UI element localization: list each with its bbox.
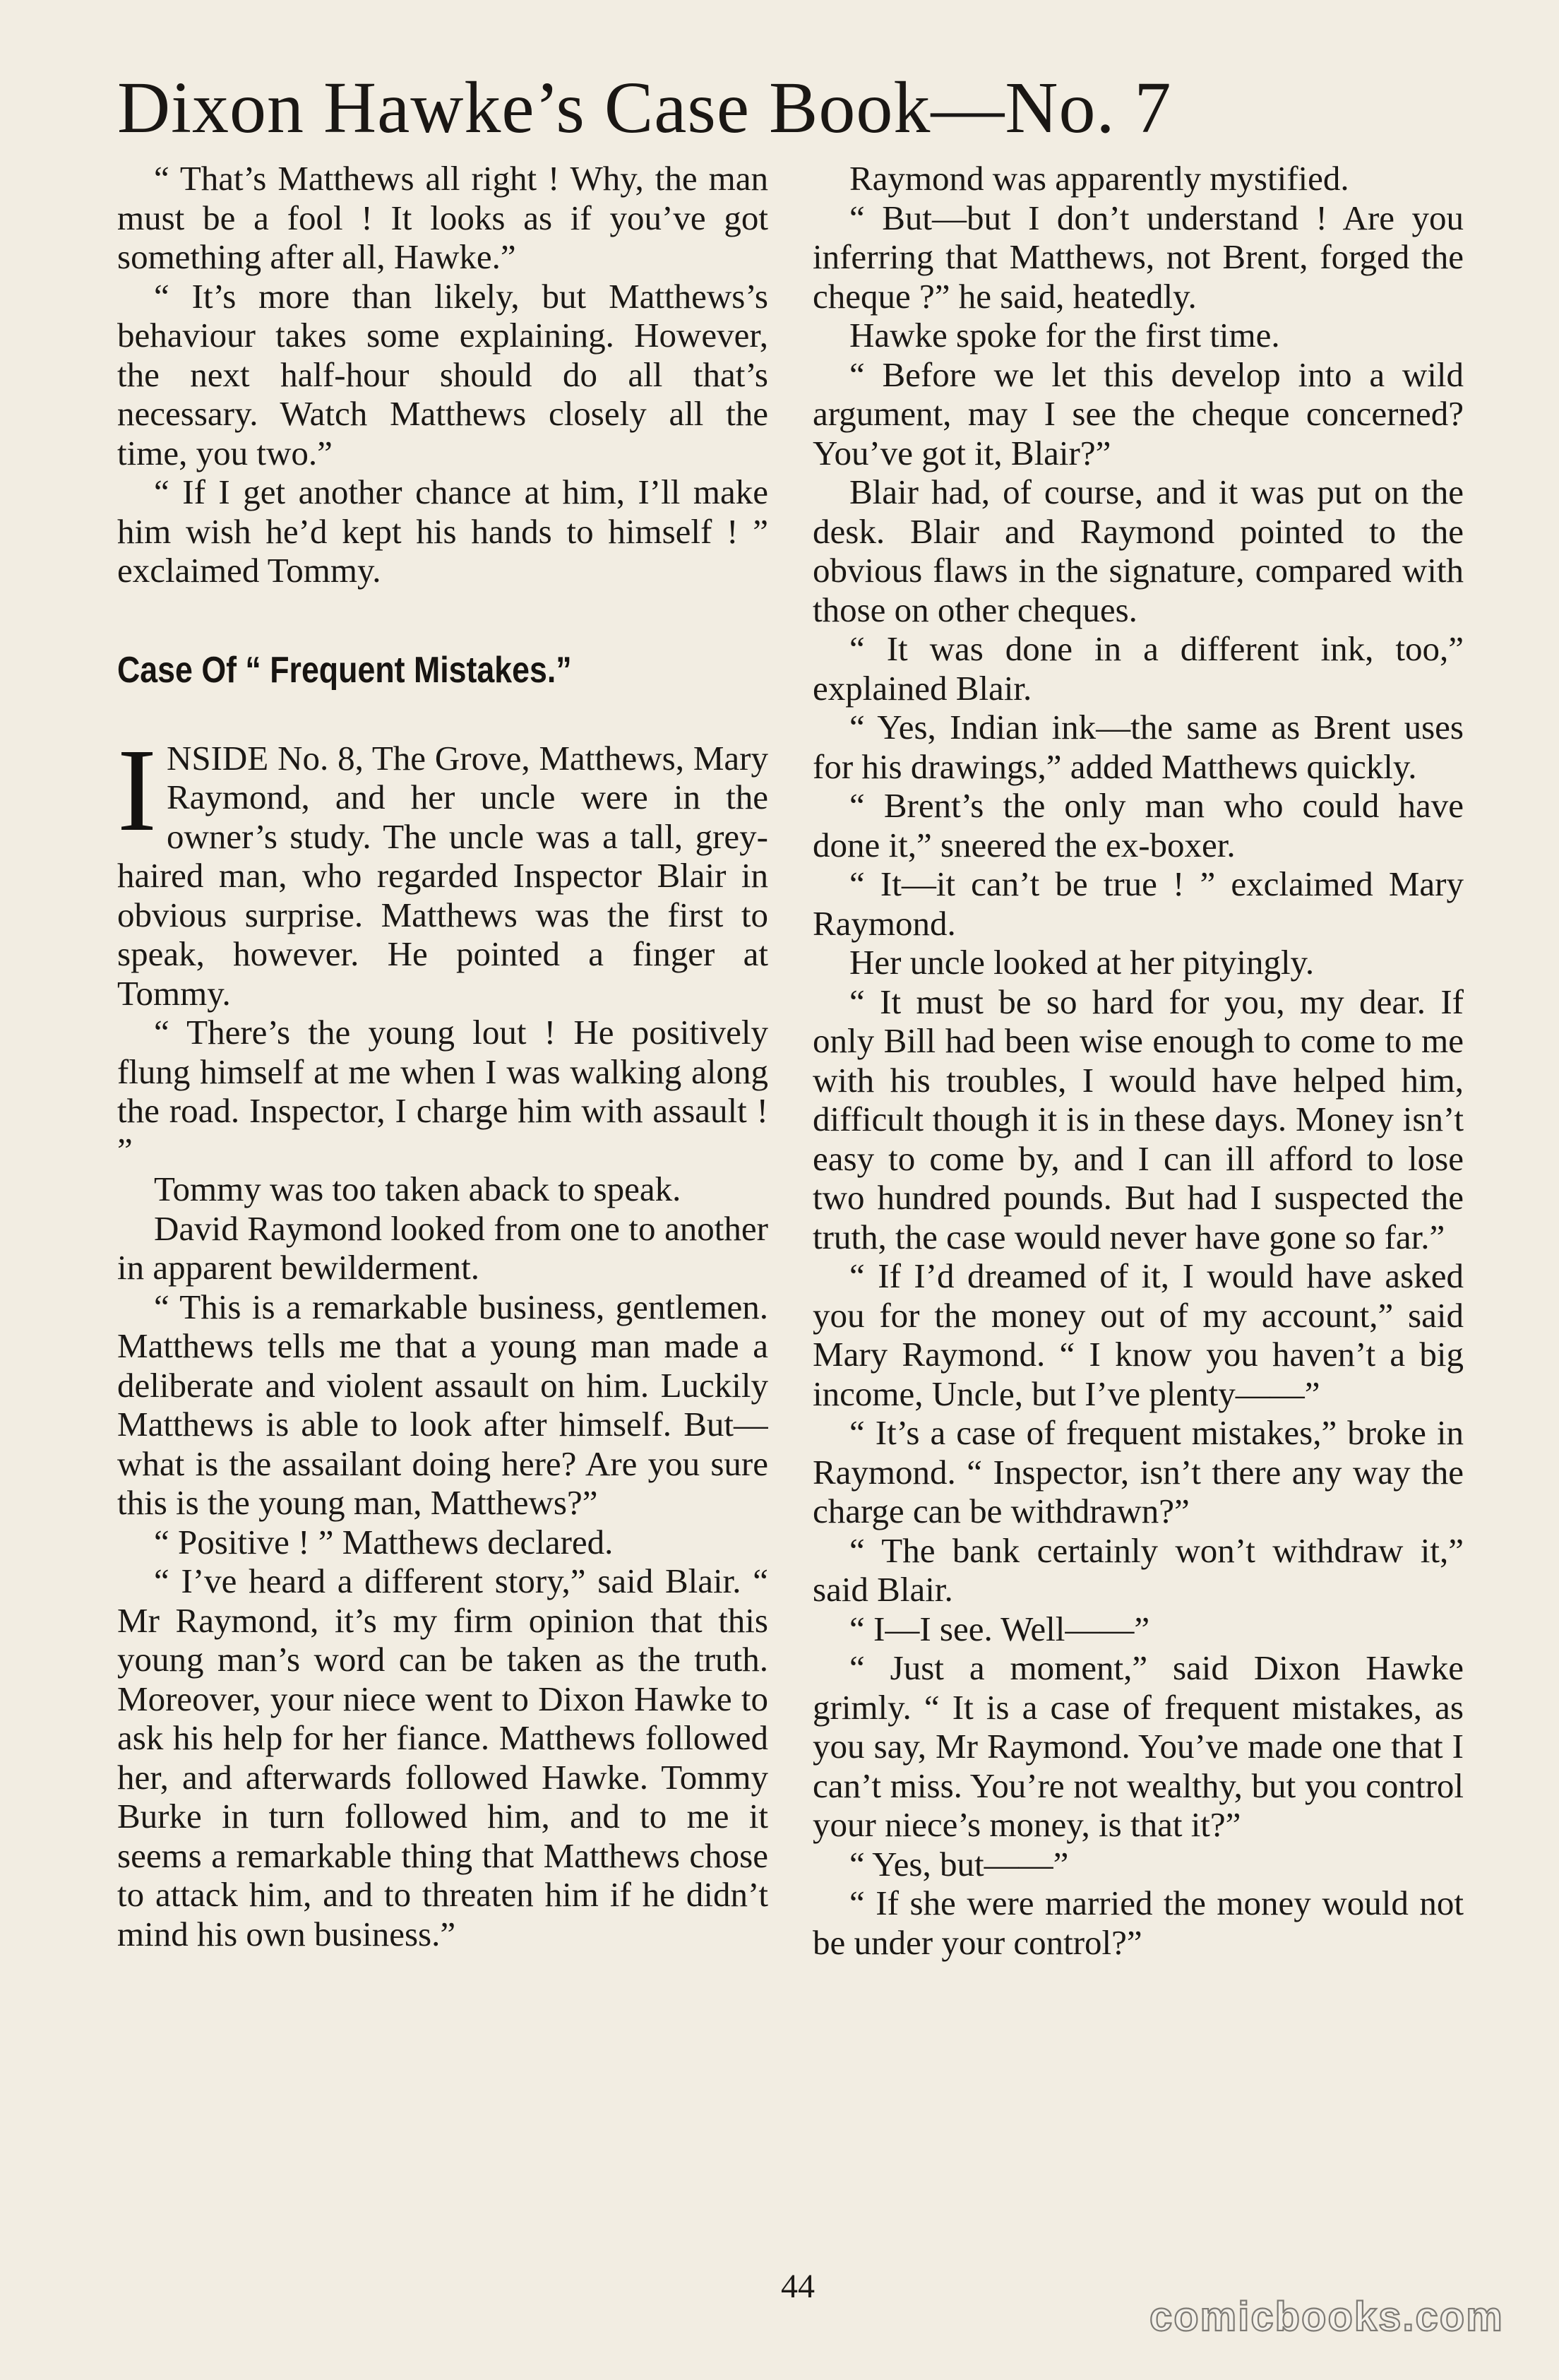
paragraph: “ It—it can’t be true ! ” exclaimed Mary Raymond. [813, 864, 1464, 943]
page-title: Dixon Hawke’s Case Book—No. 7 [117, 67, 1172, 148]
watermark-text: comicbooks.com [1149, 2294, 1504, 2340]
paragraph: Her uncle looked at her pityingly. [849, 943, 1315, 982]
paragraph: “ It’s more than likely, but Matthews’s behaviour takes some explaining. However, the next half-hour should do all that’s necessary. Watch Matthews closely all the time, you two.” [117, 276, 768, 472]
watermark-logo [1144, 2294, 1539, 2343]
drop-cap-letter: I [117, 724, 157, 856]
left-column [117, 159, 768, 2246]
paragraph: “ Before we let this develop into a wild argument, may I see the cheque concerned? You’ve got it, Blair?” [813, 355, 1464, 472]
paragraph: “ It was done in a different ink, too,” explained Blair. [813, 629, 1464, 708]
paragraph: Raymond was apparently mystified. [849, 159, 1349, 198]
paragraph: “ I’ve heard a different story,” said Blair. “ Mr Raymond, it’s my firm opinion that this young man’s word can be taken as the truth. Moreover, your niece went to Dixon Hawke to ask his help for her fiance. Matthews followed her, and afterwards followed Hawke. Tommy Burke in turn followed him, and to me it seems a remarkable thing that Matthews chose to attack him, and to threaten him if he didn’t mind his own business.” [117, 1561, 768, 1953]
paragraph: “ Positive ! ” Matthews declared. [154, 1522, 614, 1561]
page-number: 44 [781, 2268, 815, 2305]
paragraph: “ I—I see. Well——” [849, 1609, 1150, 1648]
paragraph: “ If I get another chance at him, I’ll make him wish he’d kept his hands to himself ! ” exclaimed Tommy. [117, 472, 768, 590]
paragraph: “ Just a moment,” said Dixon Hawke grimly. “ It is a case of frequent mistakes, as you say, Mr Raymond. You’ve made one that I can’t miss. You’re not wealthy, but you control your niece’s money, is that it?” [813, 1648, 1464, 1844]
drop-cap-paragraph [117, 724, 768, 1013]
paragraph: Tommy was too taken aback to speak. [154, 1170, 681, 1208]
paragraph: “ This is a remarkable business, gentlemen. Matthews tells me that a young man made a deliberate and violent assault on him. Luckily Matthews is able to look after himself. But—what is the assailant doing here? Are you sure this is the young man, Matthews?” [117, 1287, 768, 1522]
paragraph: “ Brent’s the only man who could have done it,” sneered the ex-boxer. [813, 786, 1464, 864]
right-column [813, 159, 1464, 2246]
paragraph: “ If I’d dreamed of it, I would have asked you for the money out of my account,” said Mary Raymond. “ I know you haven’t a big income, Uncle, but I’ve plenty——” [813, 1256, 1464, 1413]
drop-cap-paragraph-text: NSIDE No. 8, The Grove, Matthews, Mary Raymond, and her uncle were in the owner’s study. The uncle was a tall, grey-haired man, who regarded Inspector Blair in obvious surprise. Matthews was the first to speak, however. He pointed a finger at Tommy. [117, 738, 768, 1013]
paragraph: Blair had, of course, and it was put on the desk. Blair and Raymond pointed to the obvious flaws in the signature, compared with those on other cheques. [813, 472, 1464, 629]
paragraph: “ Yes, Indian ink—the same as Brent uses for his drawings,” added Matthews quickly. [813, 708, 1464, 786]
paragraph: “ The bank certainly won’t withdraw it,” said Blair. [813, 1530, 1464, 1609]
paragraph: “ But—but I don’t understand ! Are you inferring that Matthews, not Brent, forged the cheque ?” he said, heatedly. [813, 198, 1464, 316]
paragraph: “ There’s the young lout ! He positively flung himself at me when I was walking along the road. Inspector, I charge him with assault ! ” [117, 1013, 768, 1170]
paragraph: “ It must be so hard for you, my dear. If only Bill had been wise enough to come to me with his troubles, I would have helped him, difficult though it is in these days. Money isn’t easy to come by, and I can ill afford to lose two hundred pounds. But had I suspected the truth, the case would never have gone so far.” [813, 982, 1464, 1256]
paragraph: “ If she were married the money would not be under your control?” [813, 1884, 1464, 1962]
paragraph: “ It’s a case of frequent mistakes,” broke in Raymond. “ Inspector, isn’t there any way the charge can be withdrawn?” [813, 1413, 1464, 1530]
paragraph: “ Yes, but——” [849, 1844, 1069, 1884]
paragraph: “ That’s Matthews all right ! Why, the man must be a fool ! It looks as if you’ve got something after all, Hawke.” [117, 159, 768, 276]
paragraph: Hawke spoke for the first time. [849, 316, 1280, 355]
paragraph: David Raymond looked from one to another in apparent bewilderment. [117, 1208, 768, 1287]
section-heading: Case Of “ Frequent Mistakes.” [117, 649, 572, 691]
